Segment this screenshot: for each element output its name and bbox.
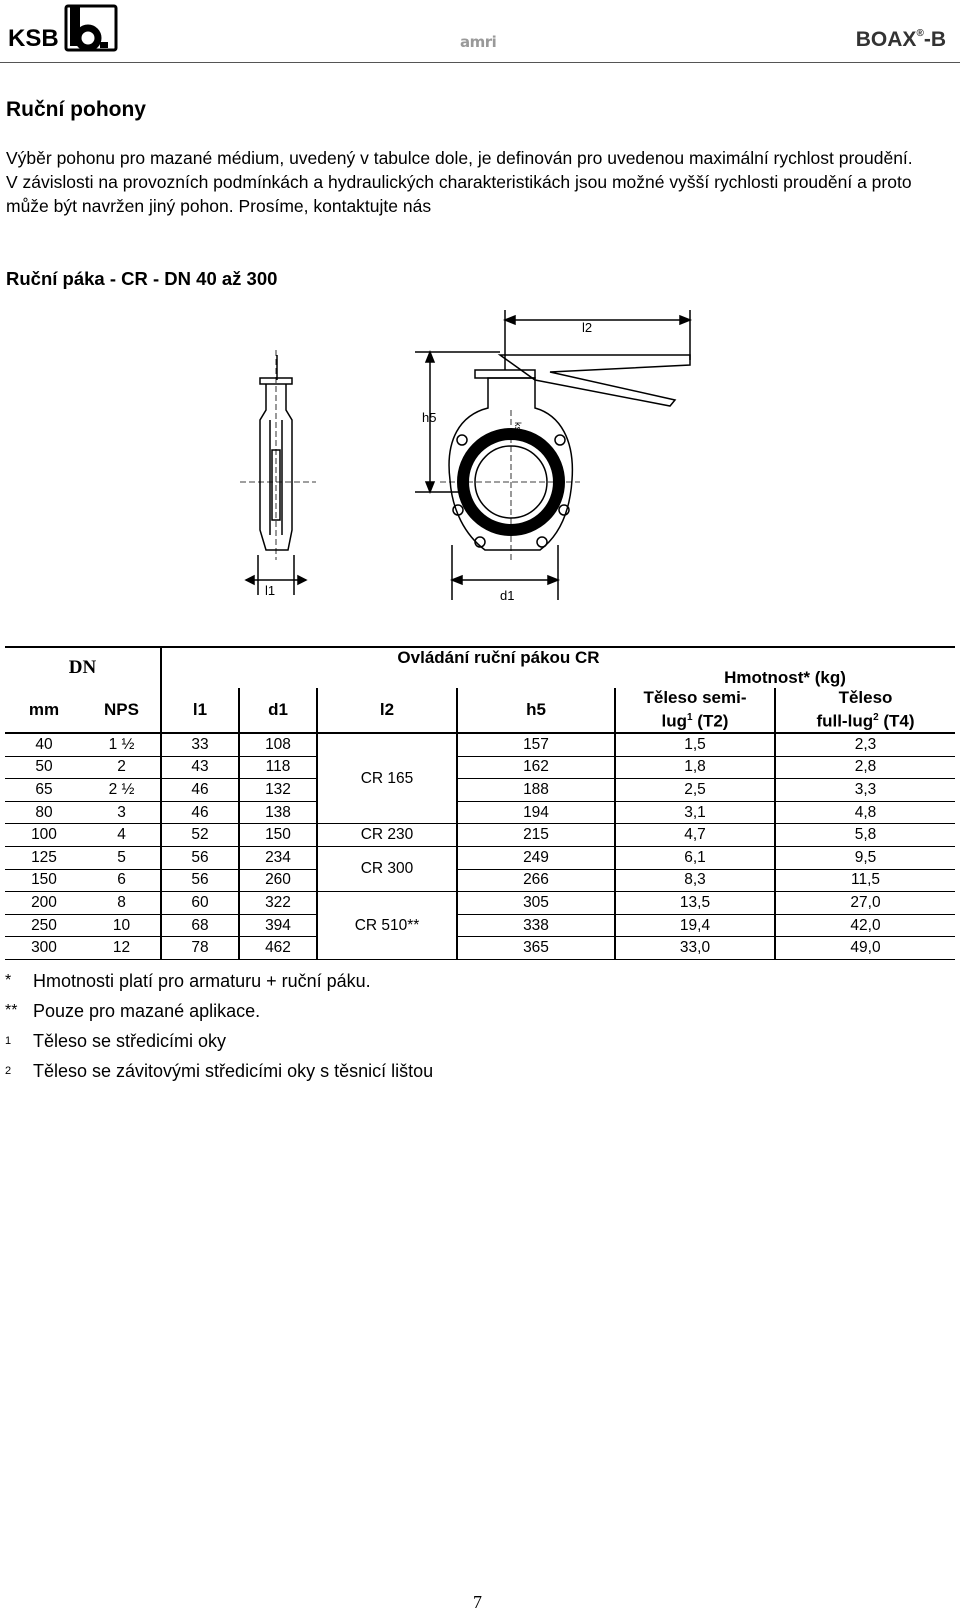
cell-nps: 4 (83, 824, 161, 847)
cell-nps: 2 (83, 756, 161, 779)
cell-t4: 5,8 (775, 824, 955, 847)
footnote-mark: ** (5, 1002, 18, 1019)
cell-h5: 188 (457, 779, 615, 802)
col-h5: h5 (457, 688, 615, 733)
cell-d1: 132 (239, 779, 317, 802)
table-row (5, 846, 955, 869)
footnote (5, 996, 433, 1026)
valve-front-view (415, 310, 690, 600)
cell-l1: 78 (161, 937, 239, 960)
table-row (5, 824, 955, 847)
cell-t2: 3,1 (615, 801, 775, 824)
footnote-mark: 1 (5, 1035, 12, 1047)
ksb-logo (8, 4, 120, 52)
col-t2-line1: Těleso semi- (643, 688, 747, 708)
cell-d1: 234 (239, 846, 317, 869)
table-row (5, 937, 955, 960)
cell-h5: 266 (457, 869, 615, 892)
cell-d1: 260 (239, 869, 317, 892)
cell-l1: 68 (161, 914, 239, 937)
cell-h5: 162 (457, 756, 615, 779)
cell-mm: 40 (5, 733, 83, 756)
cell-t4: 4,8 (775, 801, 955, 824)
ksb-logo-text: KSB (8, 25, 59, 52)
cell-t4: 42,0 (775, 914, 955, 937)
table-row (5, 892, 955, 915)
page-number: 7 (473, 1592, 482, 1612)
intro-paragraph-1: Výběr pohonu pro mazané médium, uvedený v tabulce dole, je definován pro uvedenou maximální rychlost proudění. (6, 148, 913, 168)
col-t4-sup: 2 (873, 712, 879, 724)
table-row (5, 733, 955, 756)
cell-t4: 3,3 (775, 779, 955, 802)
dimension-label-d1: d1 (500, 588, 515, 603)
valve-drawing (230, 310, 710, 610)
footnote-mark: 2 (5, 1065, 12, 1077)
cell-d1: 150 (239, 824, 317, 847)
cell-nps: 10 (83, 914, 161, 937)
cell-mm: 250 (5, 914, 83, 937)
cell-t2: 2,5 (615, 779, 775, 802)
col-l1: l1 (161, 688, 239, 733)
footnote-text: Pouze pro mazané aplikace. (33, 1001, 261, 1021)
cell-t2: 33,0 (615, 937, 775, 960)
cell-t2: 6,1 (615, 846, 775, 869)
cell-l1: 33 (161, 733, 239, 756)
dimension-label-l1: l1 (265, 583, 276, 598)
cell-nps: 1 ½ (83, 733, 161, 756)
cell-mm: 65 (5, 779, 83, 802)
cell-mm: 200 (5, 892, 83, 915)
cell-l2: CR 165 (317, 733, 457, 824)
cell-t4: 2,8 (775, 756, 955, 779)
section-title: Ruční pohony (6, 98, 146, 121)
dimension-label-h5: h5 (422, 410, 437, 425)
cell-t2: 1,5 (615, 733, 775, 756)
registered-mark: ® (916, 28, 924, 39)
cell-t4: 2,3 (775, 733, 955, 756)
cell-nps: 12 (83, 937, 161, 960)
cell-nps: 6 (83, 869, 161, 892)
amri-logo: amri (460, 33, 497, 51)
cell-d1: 108 (239, 733, 317, 756)
weight-group-header: Hmotnost* (kg) (724, 668, 846, 687)
dn-group-label: DN (68, 657, 97, 678)
footnote-text: Těleso se středicími oky (33, 1031, 227, 1051)
cell-nps: 5 (83, 846, 161, 869)
cell-t2: 1,8 (615, 756, 775, 779)
col-nps: NPS (83, 688, 161, 733)
cell-d1: 322 (239, 892, 317, 915)
cell-d1: 118 (239, 756, 317, 779)
cell-l1: 43 (161, 756, 239, 779)
col-t4-suffix: (T4) (878, 711, 915, 731)
cell-t4: 11,5 (775, 869, 955, 892)
cell-l1: 46 (161, 779, 239, 802)
cell-mm: 125 (5, 846, 83, 869)
cell-h5: 249 (457, 846, 615, 869)
table-row (5, 801, 955, 824)
cell-mm: 300 (5, 937, 83, 960)
table-row (5, 779, 955, 802)
cell-d1: 394 (239, 914, 317, 937)
cell-l1: 56 (161, 846, 239, 869)
control-group-header: Ovládání ruční pákou CR (161, 647, 955, 668)
intro-paragraph-2: V závislosti na provozních podmínkách a hydraulických charakteristikách jsou možné vyšší rychlosti proudění a proto může být navržen jiný pohon. Prosíme, kontaktujte nás (6, 172, 912, 216)
col-t2-line2: lug (661, 711, 688, 731)
footnote-mark: * (5, 972, 12, 989)
cell-h5: 365 (457, 937, 615, 960)
col-t2-sup: 1 (687, 712, 693, 724)
footnote (5, 1056, 433, 1086)
cell-nps: 2 ½ (83, 779, 161, 802)
footnote (5, 1026, 433, 1056)
footnotes (5, 966, 433, 1086)
cell-d1: 462 (239, 937, 317, 960)
cell-l2: CR 230 (317, 824, 457, 847)
footnote-text: Těleso se závitovými středicími oky s těsnicí lištou (33, 1061, 434, 1081)
table-row (5, 914, 955, 937)
footnote (5, 966, 433, 996)
cell-l2: CR 510** (317, 892, 457, 960)
cell-h5: 157 (457, 733, 615, 756)
col-t2-suffix: (T2) (692, 711, 729, 731)
cell-mm: 80 (5, 801, 83, 824)
cell-t4: 9,5 (775, 846, 955, 869)
table-row (5, 756, 955, 779)
cell-h5: 305 (457, 892, 615, 915)
cell-l1: 60 (161, 892, 239, 915)
cell-t4: 49,0 (775, 937, 955, 960)
col-d1: d1 (239, 688, 317, 733)
cell-t4: 27,0 (775, 892, 955, 915)
col-mm: mm (5, 688, 83, 733)
cell-h5: 338 (457, 914, 615, 937)
cell-mm: 50 (5, 756, 83, 779)
col-l2: l2 (317, 688, 457, 733)
cell-l1: 46 (161, 801, 239, 824)
col-t4-line1: Těleso (838, 688, 893, 708)
subsection-title: Ruční páka - CR - DN 40 až 300 (6, 268, 278, 289)
cell-l2: CR 300 (317, 846, 457, 891)
product-suffix: -B (923, 28, 946, 51)
cell-t2: 19,4 (615, 914, 775, 937)
cell-l1: 52 (161, 824, 239, 847)
intro-text (6, 146, 956, 218)
valve-side-view (240, 350, 316, 595)
col-t4 (775, 688, 955, 733)
cell-h5: 194 (457, 801, 615, 824)
dimension-label-l2: l2 (582, 320, 593, 335)
table-row (5, 869, 955, 892)
col-t2 (615, 688, 775, 733)
cell-mm: 100 (5, 824, 83, 847)
cell-nps: 3 (83, 801, 161, 824)
cell-nps: 8 (83, 892, 161, 915)
cell-t2: 4,7 (615, 824, 775, 847)
cell-mm: 150 (5, 869, 83, 892)
body-stamp: ksb (513, 422, 523, 437)
cell-t2: 8,3 (615, 869, 775, 892)
product-name-text: BOAX (855, 28, 917, 51)
dn-group-header (5, 647, 161, 688)
page-header (0, 0, 960, 63)
col-t4-line2: full-lug (816, 711, 874, 731)
actuator-table (5, 646, 955, 960)
cell-l1: 56 (161, 869, 239, 892)
footnote-text: Hmotnosti platí pro armaturu + ruční páku. (33, 971, 371, 991)
product-name (856, 28, 946, 52)
cell-d1: 138 (239, 801, 317, 824)
cell-h5: 215 (457, 824, 615, 847)
cell-t2: 13,5 (615, 892, 775, 915)
